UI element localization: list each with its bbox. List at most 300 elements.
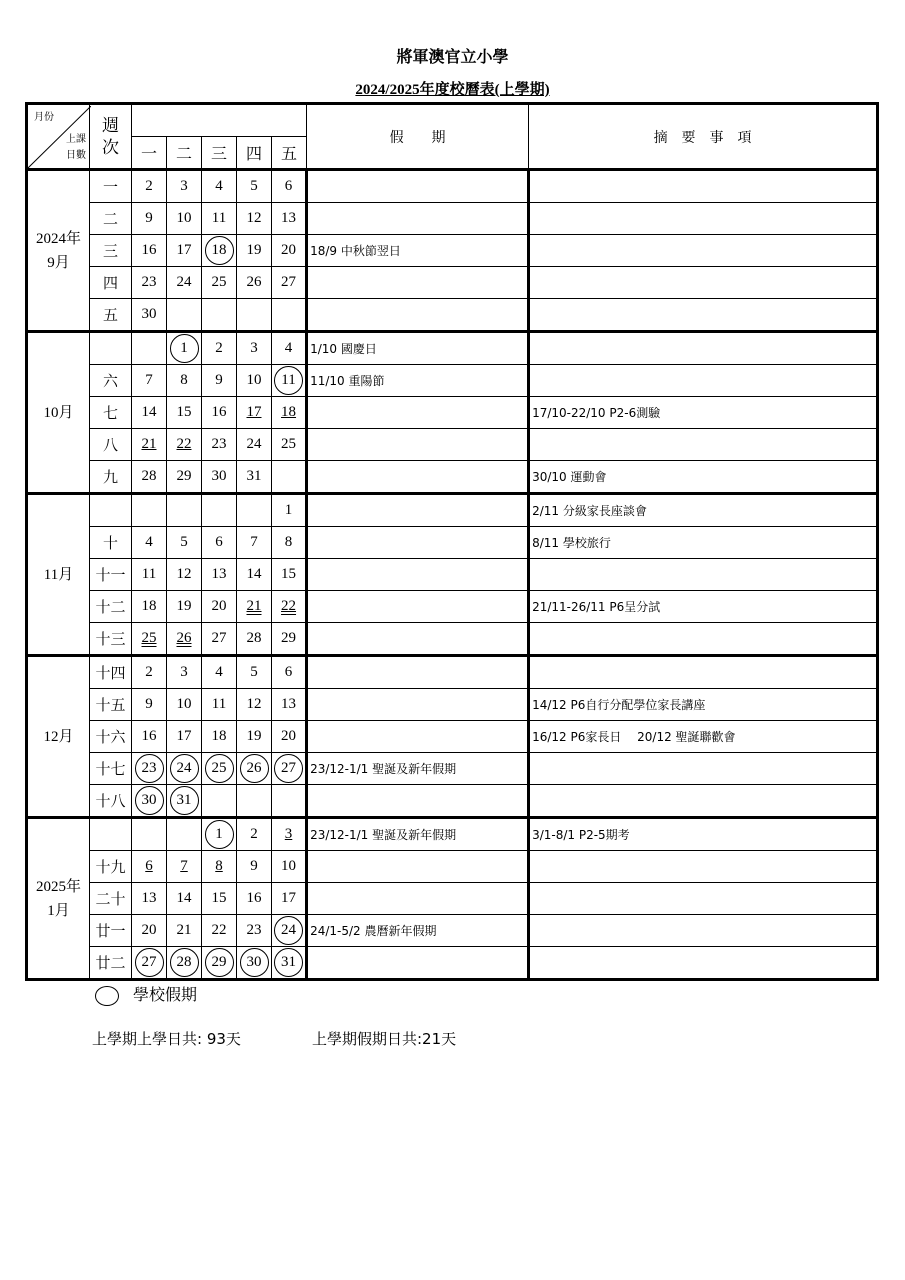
- date-number: 14: [141, 404, 157, 420]
- circle-icon: [95, 986, 119, 1006]
- date-number: 17: [176, 242, 192, 258]
- date-number: 9: [145, 696, 153, 712]
- week-row: [27, 915, 878, 947]
- holiday-date: 24: [170, 754, 199, 783]
- date-number: 13: [141, 890, 157, 906]
- day-cell: [167, 818, 202, 851]
- day-cell: [272, 461, 307, 494]
- day-cell: [272, 494, 307, 527]
- day-cell: [237, 753, 272, 785]
- holiday-note: [307, 591, 529, 623]
- holiday-date: 23: [135, 754, 164, 783]
- holiday-note: 24/1-5/2 農曆新年假期: [307, 915, 529, 947]
- date-number: 10: [176, 210, 192, 226]
- holiday-date: 25: [205, 754, 234, 783]
- week-number: 十二: [90, 591, 132, 623]
- day-cell: [202, 235, 237, 267]
- day-cell: [167, 299, 202, 332]
- date-number: 20: [281, 728, 297, 744]
- day-cell: [202, 203, 237, 235]
- week-row: [27, 721, 878, 753]
- day-cell: [202, 753, 237, 785]
- date-number: 30: [141, 306, 157, 322]
- event-note: [529, 365, 878, 397]
- event-note: 16/12 P6家長日 20/12 聖誕聯歡會: [529, 721, 878, 753]
- week-number: 十五: [90, 689, 132, 721]
- day-cell: [272, 818, 307, 851]
- event-note: [529, 851, 878, 883]
- date-number: 11: [211, 696, 227, 712]
- day-cell: [272, 915, 307, 947]
- day-cell: [272, 527, 307, 559]
- holiday-date: 30: [135, 786, 164, 815]
- date-number: 15: [211, 890, 227, 906]
- date-number: 2: [215, 340, 223, 356]
- date-number: 24: [246, 436, 262, 452]
- week-row: [27, 785, 878, 818]
- week-row: [27, 623, 878, 656]
- event-note: [529, 947, 878, 980]
- week-row: [27, 429, 878, 461]
- holiday-date: 1: [170, 334, 199, 363]
- date-number: 11: [211, 210, 227, 226]
- day-cell: [272, 429, 307, 461]
- date-number: 6: [145, 858, 153, 874]
- holiday-note: [307, 851, 529, 883]
- day-cell: [167, 494, 202, 527]
- week-number: 五: [90, 299, 132, 332]
- day-cell: [237, 494, 272, 527]
- holiday-note: [307, 267, 529, 299]
- month-label: 11月: [27, 494, 90, 656]
- holiday-note: 18/9 中秋節翌日: [307, 235, 529, 267]
- date-number: 29: [176, 468, 192, 484]
- corner-month-label: 月份: [34, 111, 54, 123]
- day-cell: [202, 689, 237, 721]
- date-number: 6: [284, 178, 293, 194]
- date-number: 6: [215, 534, 223, 550]
- day-cell: [237, 915, 272, 947]
- date-number: 3: [284, 826, 293, 842]
- day-cell: [202, 429, 237, 461]
- day-cell: [132, 656, 167, 689]
- day-cell: [272, 299, 307, 332]
- date-number: 21: [176, 922, 192, 938]
- day-cell: [202, 365, 237, 397]
- event-note: 14/12 P6自行分配學位家長講座: [529, 689, 878, 721]
- day-cell: [202, 851, 237, 883]
- date-number: 18: [281, 404, 297, 420]
- date-number: 26: [176, 630, 192, 646]
- day-cell: [272, 785, 307, 818]
- day-cell: [132, 851, 167, 883]
- week-number: 二: [90, 203, 132, 235]
- event-note: [529, 559, 878, 591]
- day-cell: [167, 203, 202, 235]
- date-number: 6: [284, 664, 293, 680]
- school-calendar-table: [25, 102, 879, 981]
- date-number: 10: [176, 696, 192, 712]
- date-number: 13: [281, 696, 297, 712]
- day-cell: [202, 947, 237, 980]
- holiday-note: [307, 170, 529, 203]
- day-cell: [272, 753, 307, 785]
- date-number: 2: [145, 664, 153, 680]
- day-cell: [132, 299, 167, 332]
- day-cell: [132, 365, 167, 397]
- date-number: 7: [145, 372, 153, 388]
- day-cell: [202, 332, 237, 365]
- week-row: [27, 203, 878, 235]
- event-note: [529, 883, 878, 915]
- day-cell: [132, 785, 167, 818]
- date-number: 28: [246, 630, 262, 646]
- holiday-date: 31: [170, 786, 199, 815]
- week-row: [27, 170, 878, 203]
- date-number: 26: [246, 274, 262, 290]
- day-cell: [272, 947, 307, 980]
- holiday-note: 23/12-1/1 聖誕及新年假期: [307, 753, 529, 785]
- day-cell: [272, 267, 307, 299]
- day-cell: [167, 235, 202, 267]
- event-note: 30/10 運動會: [529, 461, 878, 494]
- day-cell: [272, 623, 307, 656]
- day-cell: [167, 559, 202, 591]
- day-cell: [272, 332, 307, 365]
- date-number: 12: [176, 566, 192, 582]
- week-number: 十一: [90, 559, 132, 591]
- date-number: 2: [145, 178, 153, 194]
- event-note: [529, 267, 878, 299]
- date-number: 9: [250, 858, 258, 874]
- holiday-note: [307, 461, 529, 494]
- legend-label: 學校假期: [133, 985, 198, 1004]
- holiday-days-summary: 上學期假期日共:21天: [312, 1030, 457, 1048]
- holiday-date: 24: [274, 916, 303, 945]
- event-note: [529, 332, 878, 365]
- week-row: [27, 591, 878, 623]
- calendar-title: 2024/2025年度校曆表(上學期): [355, 82, 550, 98]
- day-cell: [272, 235, 307, 267]
- week-row: [27, 299, 878, 332]
- holiday-note: [307, 947, 529, 980]
- event-note: [529, 753, 878, 785]
- date-number: 22: [281, 598, 297, 614]
- day-cell: [132, 753, 167, 785]
- holiday-note: [307, 656, 529, 689]
- holiday-note: [307, 883, 529, 915]
- holiday-note: [307, 623, 529, 656]
- day-cell: [202, 527, 237, 559]
- date-number: 18: [141, 598, 157, 614]
- day-cell: [202, 559, 237, 591]
- date-number: 4: [145, 534, 153, 550]
- event-note: [529, 429, 878, 461]
- school-days-summary: 上學期上學日共: 93天: [92, 1030, 241, 1048]
- week-row: [27, 559, 878, 591]
- holidays-header: 假 期: [307, 104, 529, 170]
- day-cell: [237, 656, 272, 689]
- day-cell: [132, 170, 167, 203]
- day-cell: [272, 591, 307, 623]
- day-cell: [167, 527, 202, 559]
- date-number: 14: [176, 890, 192, 906]
- day-cell: [272, 689, 307, 721]
- date-number: 7: [250, 534, 258, 550]
- day-cell: [202, 818, 237, 851]
- date-number: 8: [180, 372, 188, 388]
- date-number: 11: [141, 566, 157, 582]
- day-cell: [132, 591, 167, 623]
- event-note: [529, 299, 878, 332]
- date-number: 21: [246, 598, 262, 614]
- day-cell: [167, 883, 202, 915]
- date-number: 20: [281, 242, 297, 258]
- holiday-date: 1: [205, 820, 234, 849]
- day-cell: [132, 527, 167, 559]
- date-number: 12: [246, 696, 262, 712]
- day-cell: [272, 397, 307, 429]
- day-cell: [237, 689, 272, 721]
- date-number: 23: [211, 436, 227, 452]
- date-number: 20: [211, 598, 227, 614]
- day-cell: [202, 721, 237, 753]
- weekday-header: 四: [237, 137, 272, 170]
- month-label: 2024年 9月: [27, 170, 90, 332]
- date-number: 10: [281, 858, 297, 874]
- day-cell: [237, 947, 272, 980]
- day-cell: [272, 656, 307, 689]
- date-number: 29: [281, 630, 297, 646]
- holiday-date: 18: [205, 236, 234, 265]
- day-cell: [167, 365, 202, 397]
- week-number: 九: [90, 461, 132, 494]
- date-number: 25: [211, 274, 227, 290]
- day-cell: [237, 623, 272, 656]
- day-cell: [132, 494, 167, 527]
- day-cell: [202, 883, 237, 915]
- weekday-header-span: [132, 104, 307, 137]
- date-number: 19: [176, 598, 192, 614]
- day-cell: [132, 267, 167, 299]
- week-number: 四: [90, 267, 132, 299]
- week-row: [27, 818, 878, 851]
- day-cell: [167, 721, 202, 753]
- day-cell: [132, 883, 167, 915]
- date-number: 3: [250, 340, 258, 356]
- day-cell: [167, 170, 202, 203]
- date-number: 7: [180, 858, 188, 874]
- day-cell: [167, 785, 202, 818]
- school-name: 將軍澳官立小學: [396, 49, 509, 66]
- week-number: 十七: [90, 753, 132, 785]
- day-cell: [272, 883, 307, 915]
- event-note: [529, 785, 878, 818]
- holiday-note: 1/10 國慶日: [307, 332, 529, 365]
- week-number: 十九: [90, 851, 132, 883]
- holiday-date: 27: [135, 948, 164, 977]
- holiday-date: 30: [240, 948, 269, 977]
- day-cell: [132, 947, 167, 980]
- day-cell: [167, 915, 202, 947]
- date-number: 12: [246, 210, 262, 226]
- date-number: 16: [246, 890, 262, 906]
- weekday-header: 五: [272, 137, 307, 170]
- week-row: [27, 947, 878, 980]
- holiday-note: [307, 527, 529, 559]
- day-cell: [132, 623, 167, 656]
- holiday-note: [307, 559, 529, 591]
- week-number: 十六: [90, 721, 132, 753]
- day-cell: [202, 397, 237, 429]
- date-number: 28: [141, 468, 157, 484]
- date-number: 27: [281, 274, 297, 290]
- day-cell: [167, 461, 202, 494]
- date-number: 4: [284, 340, 293, 356]
- holiday-note: [307, 429, 529, 461]
- date-number: 17: [281, 890, 297, 906]
- day-cell: [237, 267, 272, 299]
- date-number: 19: [246, 728, 262, 744]
- day-cell: [167, 332, 202, 365]
- day-cell: [272, 851, 307, 883]
- legend: [95, 982, 197, 1006]
- holiday-date: 29: [205, 948, 234, 977]
- week-row: [27, 527, 878, 559]
- day-cell: [237, 170, 272, 203]
- day-cell: [132, 397, 167, 429]
- date-number: 22: [176, 436, 192, 452]
- event-note: [529, 235, 878, 267]
- day-cell: [132, 429, 167, 461]
- holiday-note: [307, 397, 529, 429]
- day-cell: [202, 623, 237, 656]
- holiday-note: 23/12-1/1 聖誕及新年假期: [307, 818, 529, 851]
- week-row: [27, 753, 878, 785]
- date-number: 25: [281, 436, 297, 452]
- week-number: 廿二: [90, 947, 132, 980]
- day-cell: [237, 527, 272, 559]
- date-number: 4: [215, 664, 223, 680]
- day-cell: [237, 851, 272, 883]
- day-cell: [167, 689, 202, 721]
- day-cell: [237, 397, 272, 429]
- day-cell: [202, 461, 237, 494]
- day-cell: [272, 203, 307, 235]
- day-cell: [202, 494, 237, 527]
- holiday-note: [307, 689, 529, 721]
- date-number: 3: [180, 664, 188, 680]
- day-cell: [167, 397, 202, 429]
- event-note: [529, 656, 878, 689]
- weekday-header: 二: [167, 137, 202, 170]
- day-cell: [202, 170, 237, 203]
- day-cell: [202, 267, 237, 299]
- date-number: 23: [141, 274, 157, 290]
- week-number: 十: [90, 527, 132, 559]
- event-note: 8/11 學校旅行: [529, 527, 878, 559]
- date-number: 16: [211, 404, 227, 420]
- week-number: 三: [90, 235, 132, 267]
- event-note: 3/1-8/1 P2-5期考: [529, 818, 878, 851]
- holiday-date: 27: [274, 754, 303, 783]
- day-cell: [237, 365, 272, 397]
- day-cell: [167, 267, 202, 299]
- day-cell: [237, 235, 272, 267]
- week-row: [27, 397, 878, 429]
- day-cell: [167, 851, 202, 883]
- day-cell: [132, 915, 167, 947]
- week-number: [90, 332, 132, 365]
- day-cell: [272, 365, 307, 397]
- date-number: 19: [246, 242, 262, 258]
- event-note: 2/11 分級家長座談會: [529, 494, 878, 527]
- date-number: 21: [141, 436, 157, 452]
- date-number: 16: [141, 728, 157, 744]
- week-row: [27, 267, 878, 299]
- date-number: 13: [211, 566, 227, 582]
- day-cell: [132, 332, 167, 365]
- day-cell: [237, 332, 272, 365]
- week-row: [27, 332, 878, 365]
- day-cell: [237, 461, 272, 494]
- day-cell: [237, 203, 272, 235]
- week-row: [27, 494, 878, 527]
- day-cell: [237, 591, 272, 623]
- day-cell: [237, 429, 272, 461]
- day-cell: [167, 623, 202, 656]
- date-number: 1: [284, 502, 293, 518]
- event-note: [529, 915, 878, 947]
- holiday-note: 11/10 重陽節: [307, 365, 529, 397]
- weekday-header: 三: [202, 137, 237, 170]
- event-note: [529, 623, 878, 656]
- day-cell: [202, 656, 237, 689]
- date-number: 15: [281, 566, 297, 582]
- day-cell: [132, 721, 167, 753]
- event-note: [529, 170, 878, 203]
- day-cell: [167, 753, 202, 785]
- day-cell: [132, 689, 167, 721]
- week-number: 一: [90, 170, 132, 203]
- day-cell: [167, 656, 202, 689]
- day-cell: [132, 461, 167, 494]
- date-number: 17: [246, 404, 262, 420]
- day-cell: [272, 721, 307, 753]
- date-number: 9: [215, 372, 223, 388]
- date-number: 5: [180, 534, 188, 550]
- holiday-date: 31: [274, 948, 303, 977]
- week-row: [27, 883, 878, 915]
- date-number: 25: [141, 630, 157, 646]
- day-cell: [272, 559, 307, 591]
- day-cell: [132, 235, 167, 267]
- day-cell: [237, 721, 272, 753]
- date-number: 5: [250, 178, 258, 194]
- day-cell: [132, 203, 167, 235]
- day-cell: [167, 591, 202, 623]
- week-row: [27, 689, 878, 721]
- week-row: [27, 461, 878, 494]
- day-cell: [132, 818, 167, 851]
- date-number: 3: [180, 178, 188, 194]
- date-number: 18: [211, 728, 227, 744]
- week-header: 週 次: [90, 104, 132, 170]
- date-number: 8: [284, 534, 293, 550]
- week-number: 十四: [90, 656, 132, 689]
- week-row: [27, 851, 878, 883]
- week-row: [27, 656, 878, 689]
